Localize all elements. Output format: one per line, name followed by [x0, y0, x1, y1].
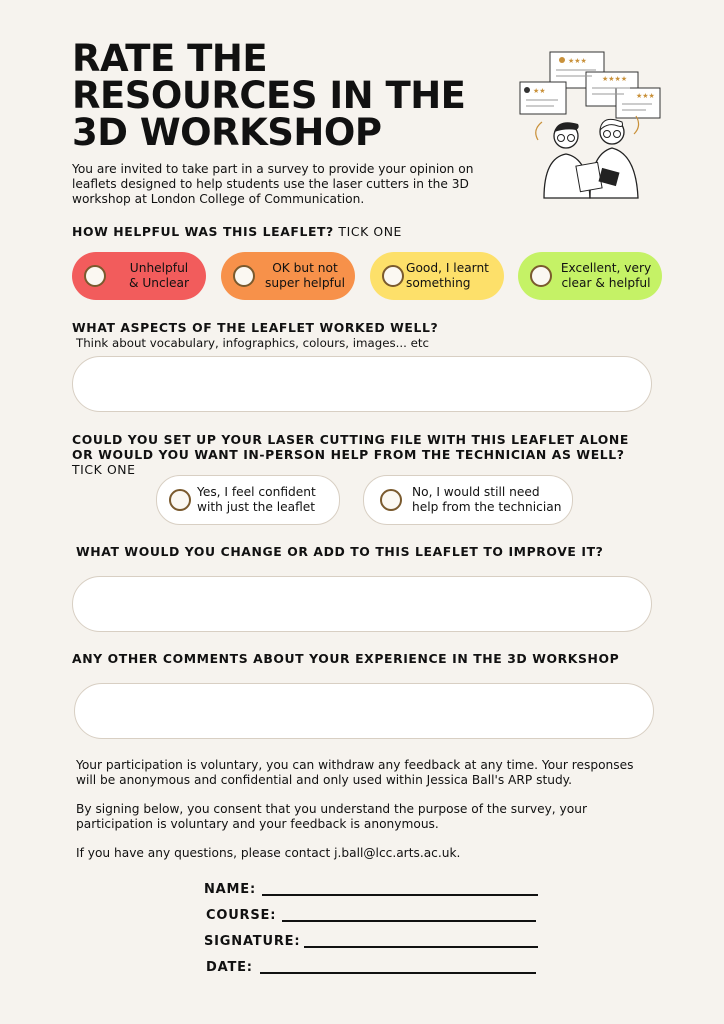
name-line[interactable]: [262, 894, 538, 896]
consent-paragraph-1: Your participation is voluntary, you can withdraw any feedback at any time. Your responses will be anonymous and confidential and only used within Jessica Ball's ARP study.: [76, 758, 634, 787]
consent-paragraph-2: By signing below, you consent that you understand the purpose of the survey, your participation is voluntary and your feedback is anonymous.: [76, 802, 587, 831]
q1-option-unhelpful[interactable]: [72, 252, 206, 300]
radio-circle-icon[interactable]: [380, 489, 402, 511]
page-title: [72, 37, 512, 154]
q2-hint: Think about vocabulary, infographics, colours, images... etc: [76, 336, 430, 350]
reviewers-illustration: [516, 48, 666, 208]
q3-option-label: Yes, I feel confident with just the leaflet: [197, 485, 316, 514]
svg-text:★★: ★★: [533, 87, 546, 95]
q2-heading: WHAT ASPECTS OF THE LEAFLET WORKED WELL?: [72, 320, 439, 335]
q1-option-good[interactable]: [370, 252, 504, 300]
contact-paragraph: If you have any questions, please contact j.ball@lcc.arts.ac.uk.: [76, 846, 461, 860]
q1-heading-text: HOW HELPFUL WAS THIS LEAFLET?: [72, 224, 334, 239]
q4-answer-field[interactable]: [72, 576, 652, 632]
q1-option-label: Good, I learnt something: [406, 261, 489, 290]
q3-tick-one: TICK ONE: [72, 462, 136, 477]
radio-circle-icon[interactable]: [169, 489, 191, 511]
intro-text: You are invited to take part in a survey to provide your opinion on leaflets designed to help students use the laser cutters in the 3D workshop at London College of Communication.: [72, 162, 474, 206]
svg-text:★★★: ★★★: [568, 57, 587, 65]
date-line[interactable]: [260, 972, 536, 974]
radio-circle-icon[interactable]: [233, 265, 255, 287]
svg-text:★★★★: ★★★★: [602, 75, 628, 83]
date-label: DATE:: [206, 960, 253, 975]
course-line[interactable]: [282, 920, 536, 922]
q1-option-label: OK but not super helpful: [265, 261, 345, 290]
q1-option-label: Excellent, very clear & helpful: [560, 261, 652, 290]
q5-heading: ANY OTHER COMMENTS ABOUT YOUR EXPERIENCE IN THE 3D WORKSHOP: [72, 651, 620, 666]
radio-circle-icon[interactable]: [530, 265, 552, 287]
signature-line[interactable]: [304, 946, 538, 948]
q2-answer-field[interactable]: [72, 356, 652, 412]
q5-answer-field[interactable]: [74, 683, 654, 739]
q3-heading-line-1: COULD YOU SET UP YOUR LASER CUTTING FILE WITH THIS LEAFLET ALONE: [72, 432, 629, 447]
svg-text:★★★: ★★★: [636, 92, 655, 100]
q3-option-yes[interactable]: [156, 475, 340, 525]
signature-label: SIGNATURE:: [204, 934, 301, 949]
q3-heading-line-2: OR WOULD YOU WANT IN-PERSON HELP FROM THE TECHNICIAN AS WELL?: [72, 447, 625, 462]
title-line-3: 3D WORKSHOP: [72, 111, 382, 154]
radio-circle-icon[interactable]: [84, 265, 106, 287]
name-label: NAME:: [204, 882, 256, 897]
q1-option-ok[interactable]: [221, 252, 355, 300]
q3-option-no[interactable]: [363, 475, 573, 525]
q4-heading: WHAT WOULD YOU CHANGE OR ADD TO THIS LEAFLET TO IMPROVE IT?: [76, 544, 604, 559]
q1-option-excellent[interactable]: [518, 252, 662, 300]
title-line-2: RESOURCES IN THE: [72, 74, 466, 117]
q1-tick-one: TICK ONE: [333, 224, 402, 239]
q3-option-label: No, I would still need help from the technician: [412, 485, 562, 514]
course-label: COURSE:: [206, 908, 277, 923]
title-line-1: RATE THE: [72, 37, 268, 80]
q1-option-label: Unhelpful & Unclear: [128, 261, 190, 290]
radio-circle-icon[interactable]: [382, 265, 404, 287]
q1-heading: [72, 224, 402, 239]
